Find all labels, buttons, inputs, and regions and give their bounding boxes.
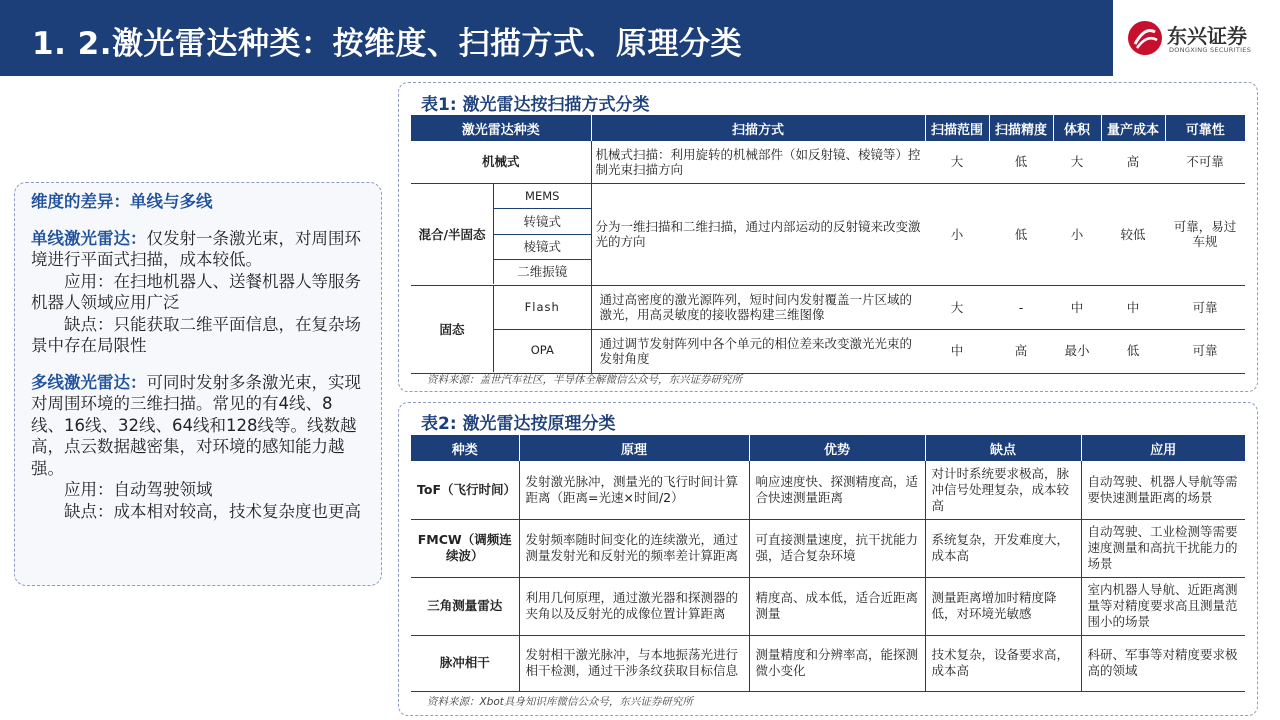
single-line-application: 应用：在扫地机器人、送餐机器人等服务机器人领域应用广泛: [31, 271, 361, 312]
col-header: 可靠性: [1165, 115, 1245, 141]
table1-title: 表1: 激光雷达按扫描方式分类: [421, 95, 650, 115]
table-header-row: [411, 115, 1245, 141]
table-header-row: [411, 435, 1245, 461]
type-cell: [411, 285, 591, 373]
col-header: 扫描方式: [591, 115, 925, 141]
logo-mark-icon: [1127, 20, 1163, 56]
logo-name-en: DONGXING SECURITIES: [1169, 46, 1252, 54]
dimension-box: [14, 182, 382, 586]
multi-line-drawback: 缺点：成本相对较高，技术复杂度也更高: [64, 501, 361, 521]
table2-title: 表2: 激光雷达按原理分类: [421, 414, 616, 434]
multi-line-application: 应用：自动驾驶领域: [64, 480, 213, 499]
col-header: 扫描精度: [989, 115, 1053, 141]
single-line-drawback: 缺点：只能获取二维平面信息，在复杂场景中存在局限性: [31, 314, 361, 355]
col-header: 缺点: [925, 435, 1081, 461]
multi-line-term: 多线激光雷达：: [31, 372, 147, 392]
subtype-opa: OPA: [494, 329, 591, 373]
principle-table: [411, 435, 1245, 692]
method-cell: 分为一维扫描和二维扫描，通过内部运动的反射镜来改变激光的方向: [591, 183, 925, 285]
type-cell: [411, 183, 591, 285]
hybrid-type: 混合/半固态: [418, 226, 486, 242]
subtype-mems: MEMS: [525, 188, 560, 203]
title-bar: [0, 0, 1113, 76]
method-cell: 通过高密度的激光源阵列，短时间内发射覆盖一片区域的激光，用高灵敏度的接收器构建三维图像 通过调节发射阵列中各个单元的相位差来改变激光光束的发射角度: [591, 285, 925, 373]
solid-type: 固态: [439, 321, 465, 337]
col-header: 扫描范围: [925, 115, 989, 141]
col-header: 量产成本: [1101, 115, 1165, 141]
table1-panel: [398, 82, 1258, 392]
table1-source: 资料来源：盖世汽车社区，半导体全解微信公众号，东兴证券研究所: [427, 374, 742, 386]
col-header: 应用: [1081, 435, 1245, 461]
logo-name-cn: 东兴证券: [1167, 24, 1247, 48]
table-row: 三角测量雷达 利用几何原理，通过激光器和探测器的夹角以及反射光的成像位置计算距离 精度高、成本低，适合近距离测量 测量距离增加时精度降低，对环境光敏感 室内机器人导航、近距离测量等对精度要求高且测量范围小的场景: [411, 577, 1245, 635]
table-row: 混合/半固态 MEMS 转镜式 棱镜式 二维振镜 分为一维扫描和二维扫描，通过内部运动的反射镜来改变激光的方向 小 低 小 较低 可靠，易过车规: [411, 183, 1245, 285]
scan-method-table: [411, 115, 1245, 374]
col-header: 激光雷达种类: [411, 115, 591, 141]
subtype-flash: Flash: [524, 299, 560, 314]
company-logo: [1125, 16, 1275, 60]
single-line-desc: 单线激光雷达：仅发射一条激光束，对周围环境进行平面式扫描，成本较低。: [31, 228, 361, 269]
table2-panel: [398, 402, 1258, 716]
col-header: 体积: [1053, 115, 1101, 141]
dimension-heading: 维度的差异：单线与多线: [31, 192, 213, 211]
col-header: 原理: [519, 435, 749, 461]
table-row: 脉冲相干 发射相干激光脉冲，与本地振荡光进行相干检测，通过干涉条纹获取目标信息 测量精度和分辨率高，能探测微小变化 技术复杂，设备要求高，成本高 科研、军事等对精度要求极高的领域: [411, 635, 1245, 691]
table-row: 机械式 机械式扫描：利用旋转的机械部件（如反射镜、棱镜等）控制光束扫描方向 大 低 大 高 不可靠: [411, 141, 1245, 183]
page-title: 1. 2.激光雷达种类：按维度、扫描方式、原理分类: [32, 26, 742, 62]
single-line-term: 单线激光雷达：: [31, 228, 147, 248]
subtype-galvo: 二维振镜: [494, 259, 591, 284]
method-cell: 机械式扫描：利用旋转的机械部件（如反射镜、棱镜等）控制光束扫描方向: [591, 141, 925, 183]
table-row: 固态 Flash OPA 通过高密度的激光源阵列，短时间内发射覆盖一片区域的激光，用高灵敏度的接收器构建三维图像 通过调节发射阵列中各个单元的相位差来改变激光光束的发射角度 大 中 - 高 中 最小 中 低 可靠 可靠: [411, 285, 1245, 373]
table-row: ToF（飞行时间） 发射激光脉冲，测量光的飞行时间计算距离（距离=光速×时间/2） 响应速度快、探测精度高，适合快速测量距离 对计时系统要求极高，脉冲信号处理复杂，成本较高 自动驾驶、机器人导航等需要快速测量距离的场景: [411, 461, 1245, 519]
table-row: FMCW（调频连续波） 发射频率随时间变化的连续激光，通过测量发射光和反射光的频率差计算距离 可直接测量速度，抗干扰能力强，适合复杂环境 系统复杂，开发难度大，成本高 自动驾驶、工业检测等需要速度测量和高抗干扰能力的场景: [411, 519, 1245, 577]
type-cell: 机械式: [481, 154, 520, 170]
subtype-rotating-mirror: 转镜式: [494, 208, 591, 233]
col-header: 优势: [749, 435, 925, 461]
col-header: 种类: [411, 435, 519, 461]
multi-line-desc: 多线激光雷达：可同时发射多条激光束，实现对周围环境的三维扫描。常见的有4线、8线、16线、32线、64线和128线等。线数越高，点云数据越密集，对环境的感知能力越强。: [31, 372, 361, 478]
subtype-prism: 棱镜式: [494, 234, 591, 259]
table2-source: 资料来源：Xbot具身知识库微信公众号，东兴证券研究所: [427, 696, 693, 708]
